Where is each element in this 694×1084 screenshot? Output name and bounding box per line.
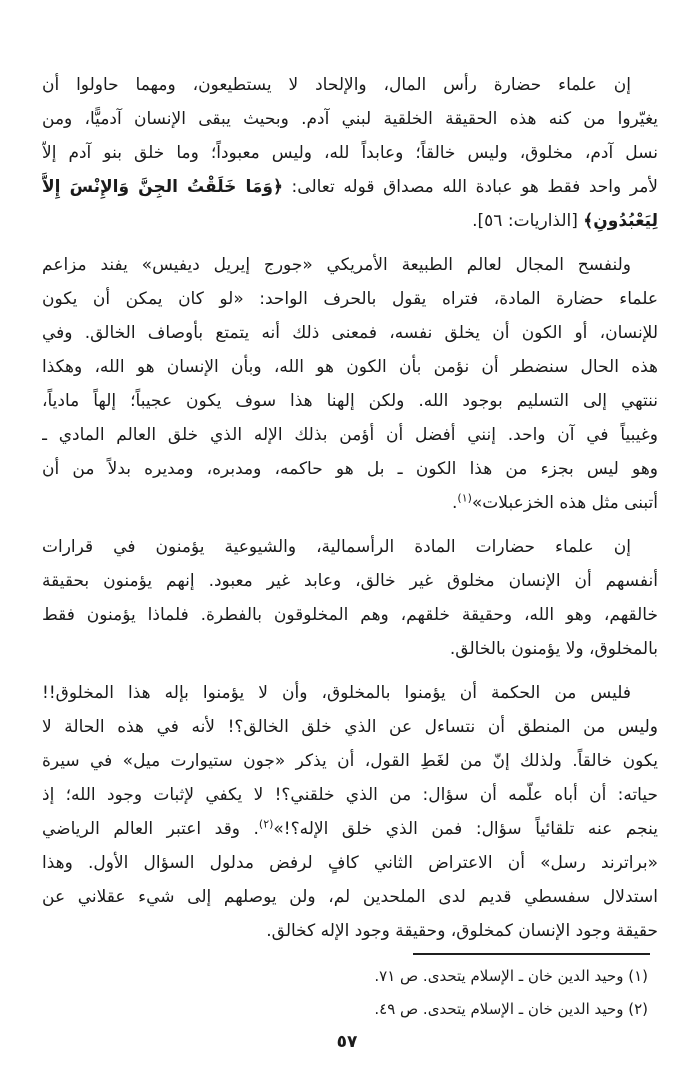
text-run: أتبنى مثل هذه الخزعبلات» (471, 493, 658, 513)
text-run: . (451, 493, 458, 513)
footnotes-section (42, 960, 648, 1026)
text-line: فليس من الحكمة أن يؤمنوا بالمخلوق، وأن لا يؤمنوا بإله هذا المخلوق!! (42, 683, 631, 703)
quran-verse: ﴿وَمَا خَلَقْتُ الجِنَّ وَالإِنْسَ إِلاَّ (42, 177, 283, 197)
text-run: . وقد اعتبر العالم الرياضي (42, 819, 259, 839)
text-line: حياته: أن أباه علّمه أن سؤال: من الذي خلقني؟! لا يكفي لإثبات وجود الله؛ إذ (42, 785, 658, 805)
footnote-reference-2: (٢) (258, 817, 274, 831)
text-line: هذه الحال سنضطر أن نؤمن بأن الكون هو الله، وبأن الإنسان هو الله، وهكذا (42, 357, 658, 377)
text-line: إن علماء حضارات المادة الرأسمالية، والشيوعية يؤمنون في قرارات (42, 537, 631, 557)
page-number: ٥٧ (336, 1032, 358, 1052)
verse-citation: [الذاريات: ٥٦]. (472, 211, 584, 231)
quran-verse: لِيَعْبُدُونِ﴾ (583, 211, 658, 231)
footnote-reference-1: (١) (457, 491, 472, 505)
text-run: لأمر واحد فقط هو عبادة الله مصداق قوله تعالى: (282, 177, 658, 197)
paragraph-2 (42, 248, 658, 520)
text-line (42, 486, 658, 520)
text-line (42, 204, 658, 238)
text-line: حقيقة وجود الإنسان كمخلوق، وحقيقة وجود الإله كخالق. (266, 921, 658, 941)
text-line: خالقهم، وهو الله، وحقيقة خلقهم، وهم المخلوقون بالفطرة. فلماذا يؤمنون فقط (42, 605, 658, 625)
text-line: وغيبياً في آن واحد. إنني أفضل أن أؤمن بذلك الإله الذي خلق العالم المادي ـ (42, 425, 658, 445)
text-line: «براترند رسل» أن الاعتراض الثاني كافٍ لرفض مدلول السؤال الأول. وهذا (42, 853, 658, 873)
text-line: ننتهي إلى التسليم بوجود الله. ولكن إلهنا هذا سوف يكون عجيباً؛ إلهاً مادياً، (42, 391, 658, 411)
text-line: استدلال سفسطي قديم لدى الملحدين لم، ولن يوصلهم إلى شيء عقلاني عن (42, 887, 658, 907)
text-line: يغيّروا من كنه هذه الحقيقة الخلقية لبني آدم. وبحيث يبقى الإنسان آدميًّا، ومن (42, 109, 658, 129)
page-body (42, 68, 658, 948)
paragraph-4 (42, 676, 658, 948)
text-line (42, 812, 658, 846)
text-line: يكون خالقاً. ولذلك إنّ من لغَطِ القول، أن يذكر «جون ستيوارت ميل» في سيرة (42, 751, 658, 771)
text-line: وهو ليس بجزء من هذا الكون ـ بل هو حاكمه، ومدبره، ومديره بدلاً من أن (42, 459, 658, 479)
text-run: ينجم عنه تلقائياً سؤال: فمن الذي خلق الإله؟!» (273, 819, 658, 839)
text-line: ولنفسح المجال لعالم الطبيعة الأمريكي «جورج إيريل ديفيس» يفند مزاعم (42, 255, 631, 275)
text-line (42, 170, 658, 204)
text-line: بالمخلوق، ولا يؤمنون بالخالق. (449, 639, 658, 659)
footnote-1: (١) وحيد الدين خان ـ الإسلام يتحدى. ص ٧١. (374, 967, 648, 985)
text-line: أنفسهم أن الإنسان مخلوق غير خالق، وعابد غير معبود. إنهم يؤمنون بحقيقة (42, 571, 658, 591)
footnote-2: (٢) وحيد الدين خان ـ الإسلام يتحدى. ص ٤٩. (374, 1000, 648, 1018)
footnote-separator (413, 953, 650, 955)
paragraph-3 (42, 530, 658, 666)
text-line: إن علماء حضارة رأس المال، والإلحاد لا يستطيعون، ومهما حاولوا أن (42, 75, 631, 95)
text-line: وليس من المنطق أن نتساءل عن الذي خلق الخالق؟! لأنه في هذه الحالة لا (42, 717, 658, 737)
text-line: علماء حضارة المادة، فتراه يقول بالحرف الواحد: «لو كان يمكن أن يكون (42, 289, 658, 309)
text-line: للإنسان، أو الكون أن يخلق نفسه، فمعنى ذلك أنه يتمتع بأوصاف الخالق. وفي (42, 323, 658, 343)
text-line: نسل آدم، مخلوق، وليس خالقاً؛ وعابداً لله، وليس معبوداً؛ وما خلق بنو آدم إلاّ (42, 143, 658, 163)
paragraph-1 (42, 68, 658, 238)
